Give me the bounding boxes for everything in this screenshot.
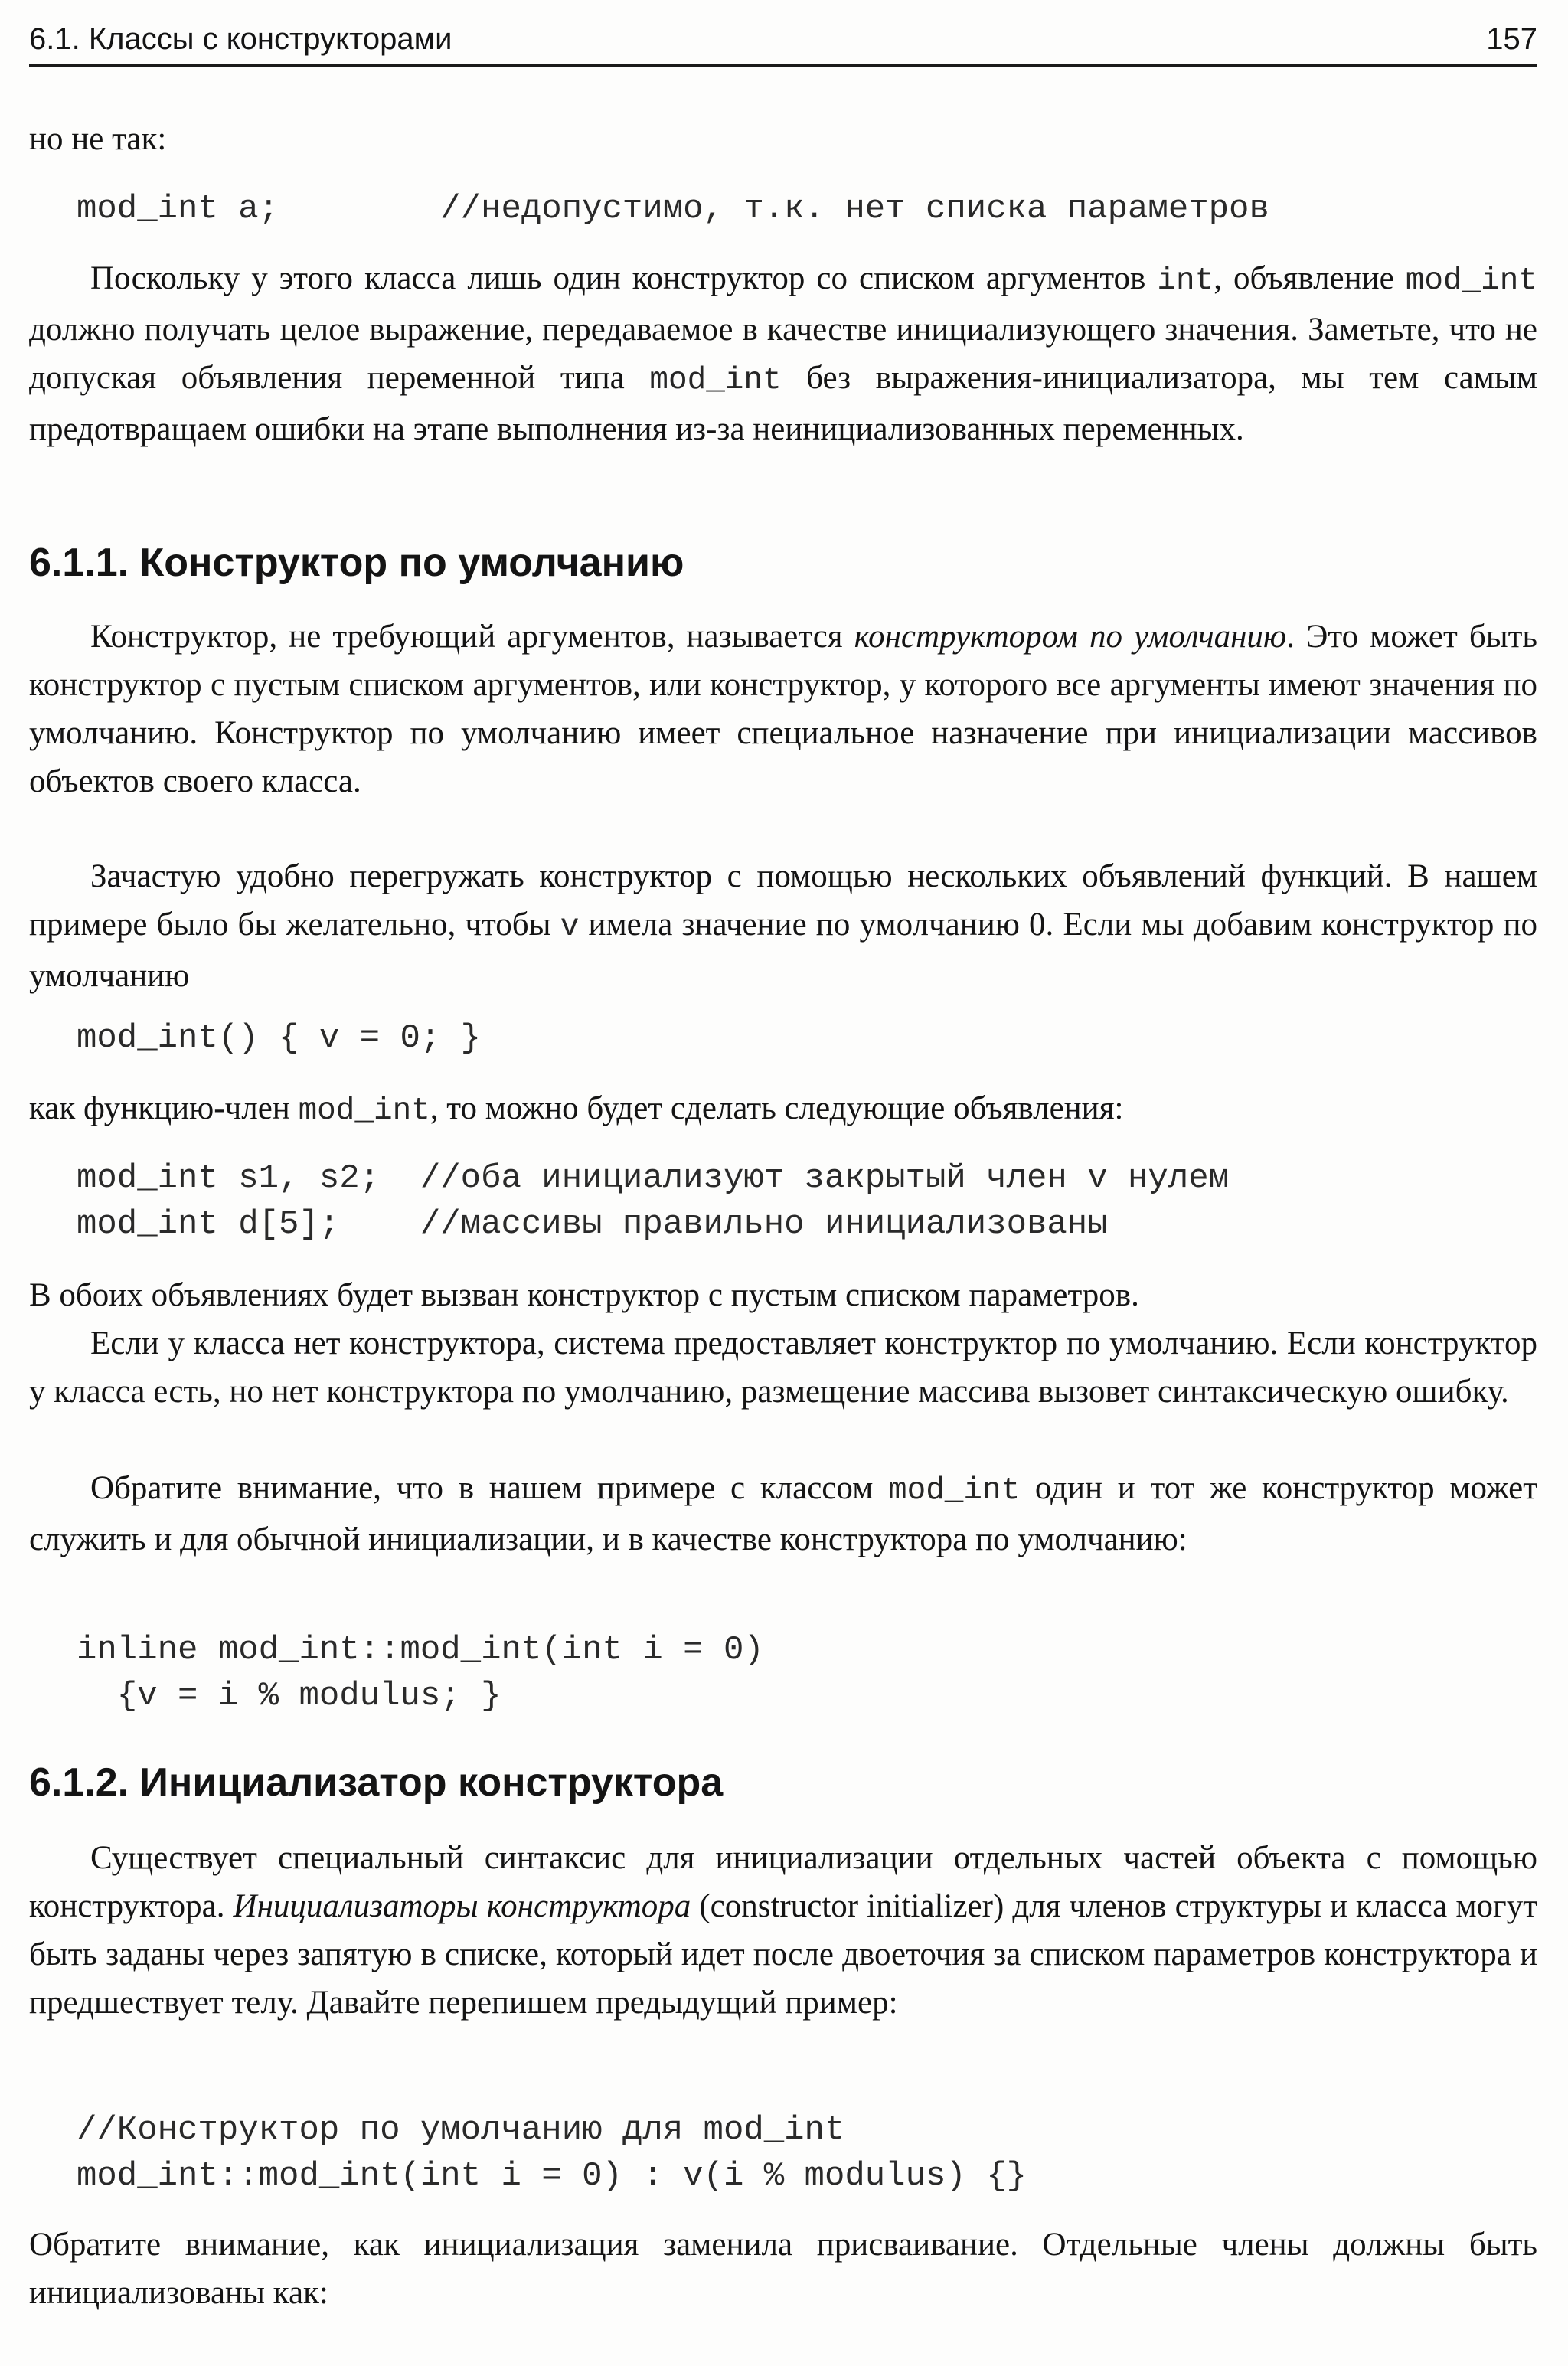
text-run: Обратите внимание, что в нашем примере с классом bbox=[90, 1470, 888, 1506]
code-line-inline-body: {v = i % modulus; } bbox=[77, 1677, 501, 1715]
text-run: (constructor initializer) для членов структуры и класса могут быть заданы через запятую в списке, который идет после двоеточия за списком параметров конструктора и предшествует телу. Давайте перепишем предыдущий пример: bbox=[29, 1888, 1537, 2021]
text-run: без выражения-инициализатора, мы тем самым предотвращаем ошибки на этапе выполнения из-за неинициализованных переменных. bbox=[29, 360, 1537, 447]
section-heading-default-constructor: 6.1.1. Конструктор по умолчанию bbox=[29, 541, 684, 585]
paragraph-default-constructor-definition bbox=[29, 613, 1537, 806]
inline-code: mod_int bbox=[887, 1473, 1021, 1508]
text-run: Существует специальный синтаксис для инициализации отдельных частей объекта с помощью конструктора. bbox=[29, 1840, 1537, 1924]
paragraph-member-function bbox=[29, 1084, 1537, 1136]
intro-lead: но не так: bbox=[29, 121, 167, 157]
text-run: Зачастую удобно перегружать конструктор с помощью нескольких объявлений функций. В нашем примере было бы желательно, чтобы bbox=[29, 858, 1537, 943]
code-line-declaration-s1-s2: mod_int s1, s2; //оба инициализуют закрытый член v нулем bbox=[77, 1159, 1230, 1198]
text-run: имела значение по умолчанию 0. Если мы добавим конструктор по умолчанию bbox=[29, 907, 1537, 994]
text-run: как функцию-член bbox=[29, 1090, 299, 1126]
running-header bbox=[29, 17, 1537, 67]
paragraph-no-constructor: Если у класса нет конструктора, система предоставляет конструктор по умолчанию. Если конструктор у класса есть, но нет конструктора по умолчанию, размещение массива вызовет синтаксическую ошибку. bbox=[29, 1325, 1537, 1410]
header-section-title: 6.1. Классы с конструкторами bbox=[29, 22, 452, 56]
code-block-default-constructor: mod_int() { v = 0; } bbox=[77, 1019, 482, 1057]
text-run: Поскольку у этого класса лишь один конструктор со списком аргументов bbox=[90, 260, 1158, 296]
term-emphasis: конструктором по умолчанию bbox=[854, 619, 1287, 655]
code-line-declaration-array: mod_int d[5]; //массивы правильно инициализованы bbox=[77, 1205, 1108, 1243]
text-run: , то можно будет сделать следующие объявления: bbox=[430, 1090, 1124, 1126]
section-heading-constructor-initializer: 6.1.2. Инициализатор конструктора bbox=[29, 1760, 724, 1805]
inline-code: int bbox=[1157, 263, 1214, 299]
text-run: , объявление bbox=[1214, 260, 1406, 296]
paragraph-initialization-replaces-assignment: Обратите внимание, как инициализация заменила присваивание. Отдельные члены должны быть инициализованы как: bbox=[29, 2227, 1537, 2311]
paragraph-initializer-syntax bbox=[29, 1834, 1537, 2027]
term-emphasis: Инициализаторы конструктора bbox=[233, 1888, 691, 1924]
code-line-inline-constructor: inline mod_int::mod_int(int i = 0) bbox=[77, 1631, 764, 1669]
text-run: Конструктор, не требующий аргументов, называется bbox=[90, 619, 854, 655]
text-run: один и тот же конструктор может служить и для обычной инициализации, и в качестве конструктора по умолчанию: bbox=[29, 1470, 1537, 1557]
code-line-comment-default: //Конструктор по умолчанию для mod_int bbox=[77, 2111, 845, 2149]
paragraph-both-declarations: В обоих объявлениях будет вызван конструктор с пустым списком параметров. bbox=[29, 1277, 1139, 1313]
inline-code: v bbox=[560, 910, 580, 945]
inline-code: mod_int bbox=[1405, 263, 1537, 299]
inline-code: mod_int bbox=[298, 1093, 430, 1129]
header-page-number: 157 bbox=[1486, 22, 1537, 56]
text-run: должно получать целое выражение, передаваемое в качестве инициализующего значения. Заметьте, что не допуская объявления переменной типа bbox=[29, 312, 1537, 396]
code-line-initializer-list: mod_int::mod_int(int i = 0) : v(i % modulus) {} bbox=[77, 2157, 1027, 2195]
paragraph-overloading bbox=[29, 852, 1537, 1000]
paragraph-mod-int-declaration bbox=[29, 254, 1537, 453]
text-run: . Это может быть конструктор с пустым списком аргументов, или конструктор, у которого все аргументы имеют значения по умолчанию. Конструктор по умолчанию имеет специальное назначение при инициализации массивов объектов своего класса. bbox=[29, 619, 1538, 799]
inline-code: mod_int bbox=[649, 363, 782, 398]
paragraph-same-constructor bbox=[29, 1464, 1537, 1564]
intro-code-line: mod_int a; //недопустимо, т.к. нет списка параметров bbox=[77, 190, 1269, 228]
